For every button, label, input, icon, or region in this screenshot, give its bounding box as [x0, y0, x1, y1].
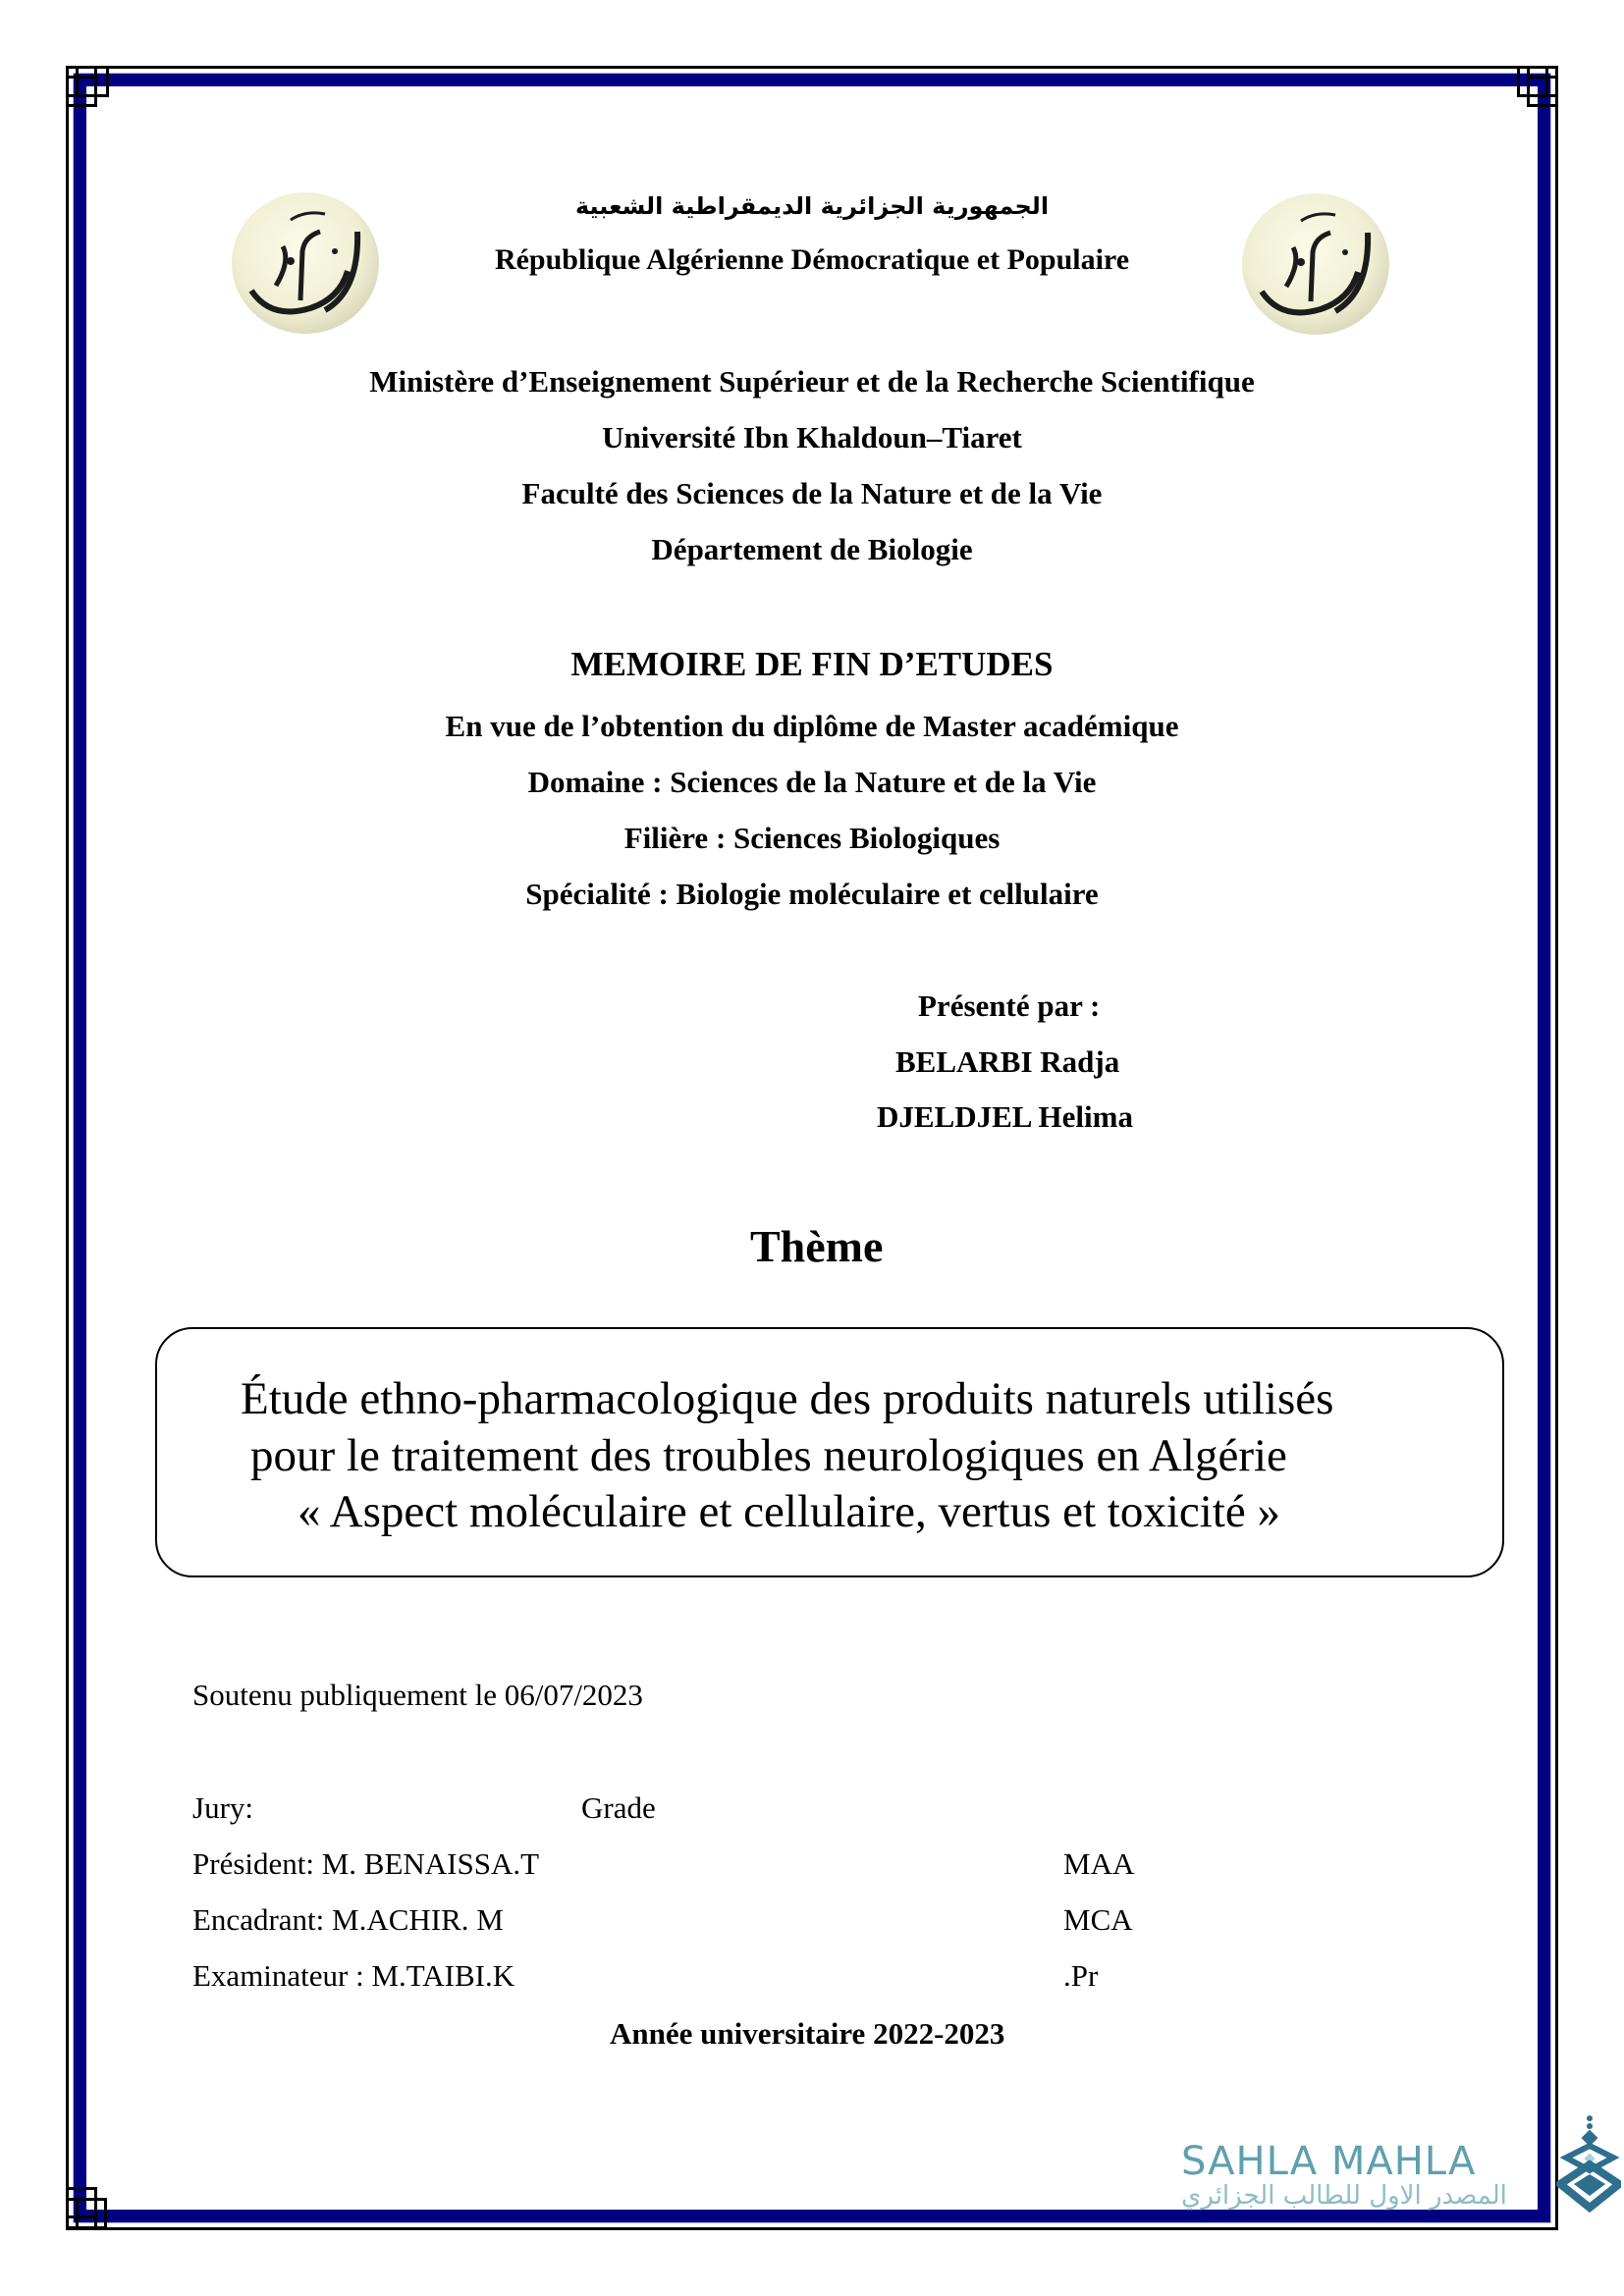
jury-member-examiner: Examinateur : M.TAIBI.K [192, 1958, 515, 1993]
arabic-republic-title: الجمهورية الجزائرية الديمقراطية الشعبية [574, 192, 1050, 220]
specialite-line: Spécialité : Biologie moléculaire et cellulaire [525, 877, 1099, 911]
theme-heading: Thème [750, 1221, 884, 1271]
author-name: BELARBI Radja [895, 1044, 1120, 1079]
presented-by-label: Présenté par : [918, 988, 1101, 1023]
department-name: Département de Biologie [651, 532, 973, 566]
faculty-name: Faculté des Sciences de la Nature et de la Vie [521, 476, 1103, 510]
defense-date: Soutenu publiquement le 06/07/2023 [192, 1678, 643, 1712]
frame-corner-ornament [76, 2198, 107, 2229]
jury-label: Jury: [192, 1790, 253, 1825]
jury-grade: MAA [1063, 1846, 1135, 1881]
frame-corner-ornament [1527, 76, 1558, 107]
author-name: DJELDJEL Helima [877, 1099, 1133, 1134]
watermark-tagline: المصدر الاول للطالب الجزائري [1181, 2181, 1507, 2211]
theme-title-line: pour le traitement des troubles neurologiques en Algérie [250, 1430, 1287, 1481]
theme-title-line: « Aspect moléculaire et cellulaire, vertus et toxicité » [298, 1486, 1280, 1537]
jury-member-president: Président: M. BENAISSA.T [192, 1846, 540, 1881]
jury-member-supervisor: Encadrant: M.ACHIR. M [192, 1902, 504, 1937]
diploma-line: En vue de l’obtention du diplôme de Master académique [445, 709, 1179, 743]
domaine-line: Domaine : Sciences de la Nature et de la Vie [527, 765, 1097, 799]
ministry-name: Ministère d’Enseignement Supérieur et de la Recherche Scientifique [369, 364, 1255, 399]
filiere-line: Filière : Sciences Biologiques [623, 821, 1001, 855]
jury-grade: MCA [1063, 1902, 1133, 1937]
frame-corner-ornament [66, 76, 97, 107]
jury-grade: .Pr [1063, 1958, 1099, 1993]
theme-title-line: Étude ethno-pharmacologique des produits naturels utilisés [241, 1373, 1334, 1424]
academic-year: Année universitaire 2022-2023 [610, 2016, 1005, 2051]
republic-title: République Algérienne Démocratique et Populaire [494, 243, 1130, 276]
watermark-brand: SAHLA MAHLA [1181, 2139, 1477, 2184]
memoire-title: MEMOIRE DE FIN D’ETUDES [570, 645, 1054, 683]
watermark-logo-icon [1556, 2113, 1621, 2214]
university-name: Université Ibn Khaldoun–Tiaret [602, 420, 1022, 454]
grade-label: Grade [581, 1790, 656, 1825]
